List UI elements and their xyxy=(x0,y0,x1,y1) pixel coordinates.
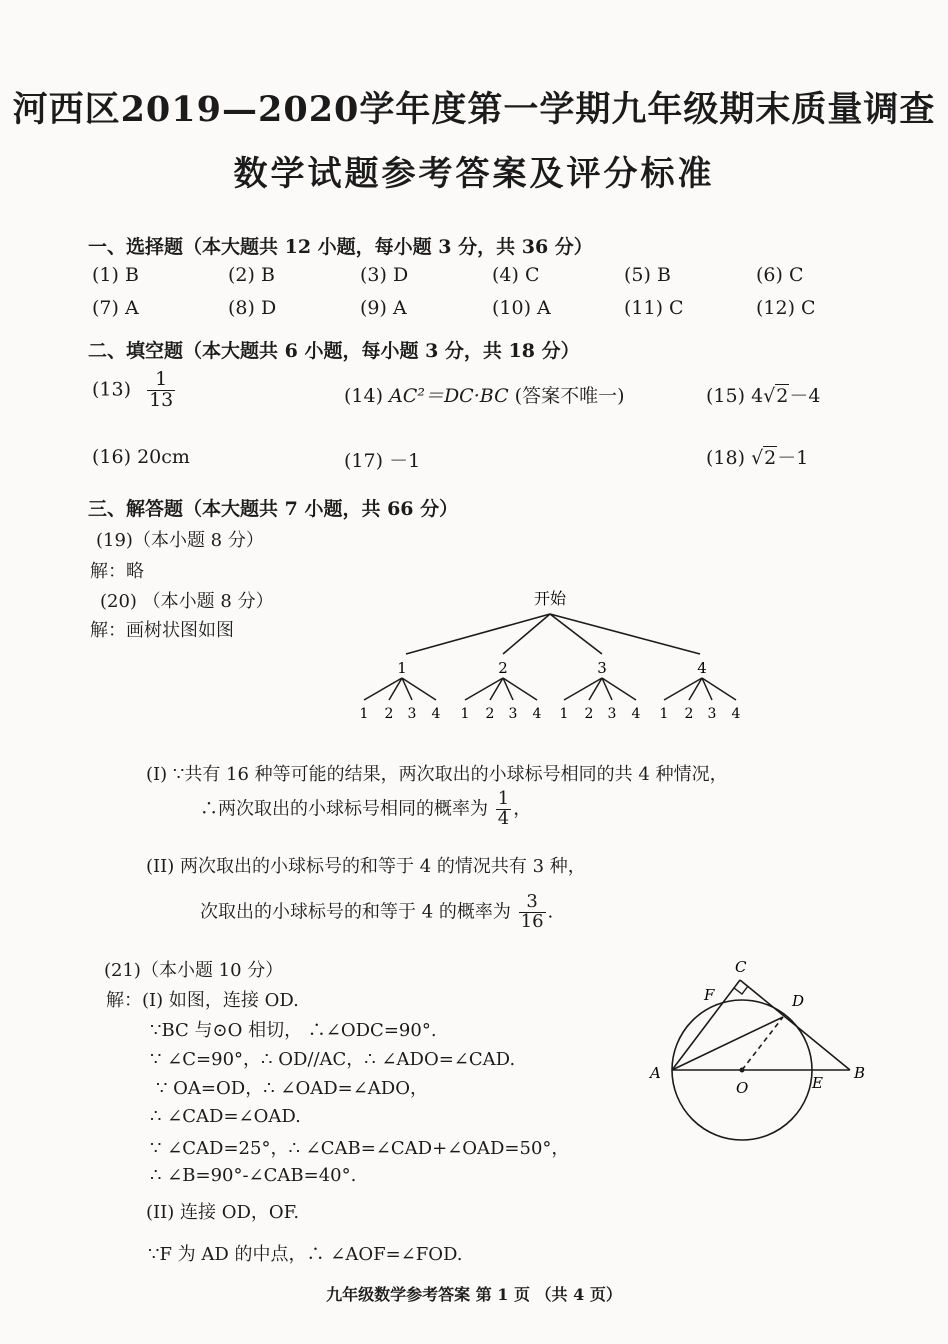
tree-leaf: 3 xyxy=(407,706,417,722)
answer-18: (18) √2－1 xyxy=(706,447,809,469)
q13-label: (13) xyxy=(92,378,132,401)
answer-16 xyxy=(92,446,190,468)
answer-6: (6) C xyxy=(756,264,804,286)
q20-part2-end: . xyxy=(547,901,554,923)
tree-leaf: 1 xyxy=(460,706,470,722)
q20-part2-numerator: 3 xyxy=(519,893,546,913)
q18-tail: －1 xyxy=(777,447,809,469)
q20-part2-text: 次取出的小球标号的和等于 4 的概率为 xyxy=(200,901,511,923)
q20-solution: 解：画树状图如图 xyxy=(90,620,234,641)
q14-expression: AC²＝DC·BC xyxy=(389,385,509,407)
section3-heading: 三、解答题（本大题共 7 小题，共 66 分） xyxy=(88,498,459,520)
q16-label: (16) xyxy=(92,446,132,468)
q20-part2-fraction xyxy=(519,893,546,932)
q21-line-3: ∵ ∠C=90°，∴ OD//AC，∴ ∠ADO=∠CAD. xyxy=(150,1049,516,1070)
tree-root-lines xyxy=(406,614,700,654)
answer-17 xyxy=(344,446,420,473)
answer-13 xyxy=(92,370,177,411)
label-o: O xyxy=(736,1079,749,1097)
tree-leaf: 2 xyxy=(584,706,594,722)
q13-numerator: 1 xyxy=(147,370,175,391)
answer-2: (2) B xyxy=(228,264,275,286)
q20-label: (20) （本小题 8 分） xyxy=(100,591,274,612)
q19-label: (19)（本小题 8 分） xyxy=(96,530,264,551)
tree-leaf: 3 xyxy=(508,706,518,722)
label-f: F xyxy=(704,986,715,1004)
tree-diagram xyxy=(340,584,760,730)
tree-branch-2: 2 xyxy=(498,659,508,677)
answer-11: (11) C xyxy=(624,297,684,319)
q21-line-9: ∵F 为 AD 的中点，∴ ∠AOF=∠FOD. xyxy=(148,1244,463,1265)
q20-part2-line1: (II) 两次取出的小球标号的和等于 4 的情况共有 3 种， xyxy=(146,856,586,877)
page-footer: 九年级数学参考答案 第 1 页 （共 4 页） xyxy=(326,1285,622,1304)
page-title: 河西区2019—2020学年度第一学期九年级期末质量调查 xyxy=(12,89,936,130)
q21-line-6: ∵ ∠CAD=25°，∴ ∠CAB=∠CAD+∠OAD=50°， xyxy=(150,1138,570,1159)
q20-part1-text: ∴两次取出的小球标号相同的概率为 xyxy=(200,798,488,820)
answer-3: (3) D xyxy=(360,264,409,286)
q15-tail: －4 xyxy=(789,385,821,407)
q20-part1-line2 xyxy=(200,790,531,829)
answer-12: (12) C xyxy=(756,297,816,319)
tree-leaf: 4 xyxy=(431,706,441,722)
tree-leaf: 3 xyxy=(707,706,717,722)
answer-7: (7) A xyxy=(92,297,139,319)
center-dot xyxy=(740,1068,745,1073)
q17-value: －1 xyxy=(389,450,421,472)
q20-part2-denominator: 16 xyxy=(520,910,544,932)
q15-radicand: 2 xyxy=(776,385,789,407)
answer-1: (1) B xyxy=(92,264,139,286)
tree-leaf: 2 xyxy=(384,706,394,722)
q21-line-2: ∵BC 与⊙O 相切， ∴∠ODC=90°. xyxy=(150,1020,437,1041)
q18-radicand: 2 xyxy=(764,447,777,469)
answer-15: (15) 4√2－4 xyxy=(706,385,821,407)
tree-leaf: 2 xyxy=(485,706,495,722)
q14-note: (答案不唯一) xyxy=(514,385,625,407)
section2-heading: 二、填空题（本大题共 6 小题，每小题 3 分，共 18 分） xyxy=(88,340,580,362)
q21-line-5: ∴ ∠CAD=∠OAD. xyxy=(150,1106,301,1127)
q13-fraction xyxy=(147,370,175,411)
answer-5: (5) B xyxy=(624,264,671,286)
label-d: D xyxy=(792,992,805,1010)
tree-leaf: 3 xyxy=(607,706,617,722)
label-e: E xyxy=(812,1074,823,1092)
q21-label: (21)（本小题 10 分） xyxy=(104,960,284,981)
tree-leaf: 1 xyxy=(359,706,369,722)
tree-branch-3: 3 xyxy=(597,659,607,677)
q21-line-1: 解：(I) 如图，连接 OD. xyxy=(106,990,299,1011)
tree-branches xyxy=(360,659,741,722)
label-c: C xyxy=(735,958,747,976)
q21-line-8: (II) 连接 OD，OF. xyxy=(146,1202,300,1223)
q20-part1-fraction xyxy=(496,790,511,829)
q20-part1-line1: (I) ∵共有 16 种等可能的结果，两次取出的小球标号相同的共 4 种情况， xyxy=(146,764,728,785)
q16-value: 20cm xyxy=(137,446,190,468)
tree-branch-4: 4 xyxy=(697,659,707,677)
q18-label: (18) xyxy=(706,447,746,469)
tree-leaf: 4 xyxy=(731,706,741,722)
tree-leaf: 4 xyxy=(532,706,542,722)
tree-leaf: 1 xyxy=(559,706,569,722)
q14-label: (14) xyxy=(344,385,384,407)
q20-part2-line2 xyxy=(200,893,553,932)
q15-coefficient: 4 xyxy=(751,385,764,407)
q20-part1-numerator: 1 xyxy=(497,788,510,809)
answer-10: (10) A xyxy=(492,297,551,319)
segment-od xyxy=(742,1017,783,1070)
geometry-figure xyxy=(640,950,880,1180)
tree-leaf: 1 xyxy=(659,706,669,722)
q15-label: (15) xyxy=(706,385,746,407)
tree-branch-1: 1 xyxy=(397,659,407,677)
tree-leaf: 2 xyxy=(684,706,694,722)
q13-denominator: 13 xyxy=(149,388,174,411)
tree-leaf: 4 xyxy=(631,706,641,722)
q19-solution: 解：略 xyxy=(90,561,144,582)
answer-9: (9) A xyxy=(360,297,407,319)
answer-8: (8) D xyxy=(228,297,277,319)
label-b: B xyxy=(854,1064,866,1082)
q21-line-4: ∵ OA=OD，∴ ∠OAD=∠ADO， xyxy=(156,1078,428,1099)
q17-label: (17) xyxy=(344,450,384,472)
q20-part1-end: ， xyxy=(513,798,532,820)
section1-heading: 一、选择题（本大题共 12 小题，每小题 3 分，共 36 分） xyxy=(88,236,593,258)
right-angle-mark xyxy=(734,986,748,994)
tree-root: 开始 xyxy=(533,589,567,608)
page-subtitle: 数学试题参考答案及评分标准 xyxy=(233,154,715,194)
q21-line-7: ∴ ∠B=90°-∠CAB=40°. xyxy=(150,1165,357,1186)
answer-14 xyxy=(344,381,624,408)
q20-part1-denominator: 4 xyxy=(497,807,510,829)
answer-4: (4) C xyxy=(492,264,540,286)
label-a: A xyxy=(650,1064,661,1082)
